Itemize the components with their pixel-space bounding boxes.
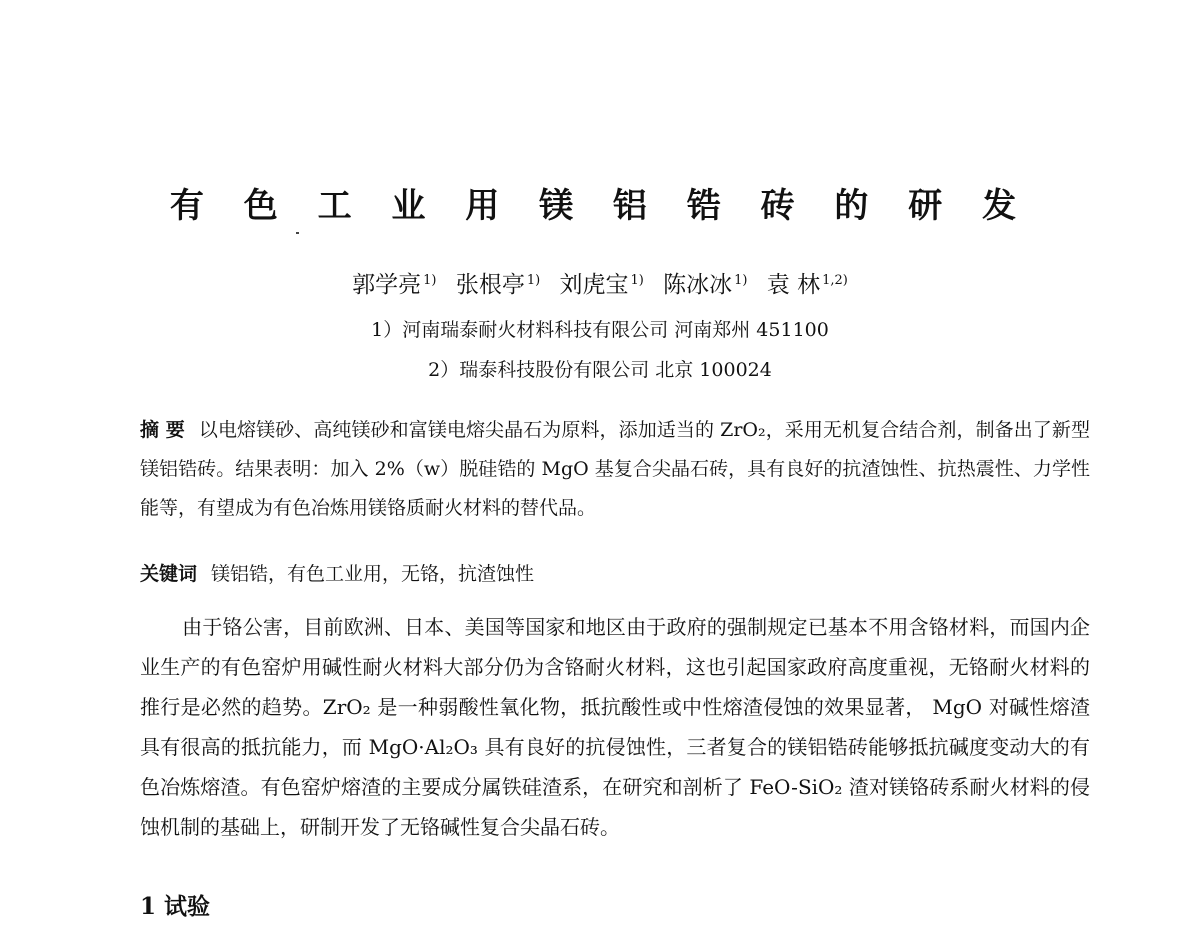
author-name: 袁 林 xyxy=(766,272,821,298)
affiliation-1: 1）河南瑞泰耐火材料科技有限公司 河南郑州 451100 xyxy=(371,319,829,341)
abstract-label: 摘 要 xyxy=(140,419,185,441)
keywords xyxy=(140,555,1090,594)
abstract-text: 以电熔镁砂、高纯镁砂和富镁电熔尖晶石为原料，添加适当的 ZrO₂，采用无机复合结合剂，制备出了新型镁铝锆砖。结果表明：加入 2%（w）脱硅锆的 MgO 基复合尖晶石砖，具有良好的抗渣蚀性、抗热震性、力学性能等，有望成为有色冶炼用镁铬质耐火材料的替代品。 xyxy=(140,419,1090,519)
section-heading: 1 试验 xyxy=(140,893,211,920)
abstract xyxy=(140,411,1090,528)
affiliation-2: 2）瑞泰科技股份有限公司 北京 100024 xyxy=(428,359,772,381)
author xyxy=(352,272,436,298)
author-name: 陈冰冰 xyxy=(663,272,733,298)
author-affiliation-mark: 1,2) xyxy=(822,273,848,288)
author-affiliation-mark: 1) xyxy=(734,273,748,288)
body-paragraph xyxy=(140,607,1090,847)
author-name: 刘虎宝 xyxy=(559,272,629,298)
keywords-text: 镁铝锆，有色工业用，无铬，抗渣蚀性 xyxy=(211,563,535,585)
paper-title: 有 色 工 业 用 镁 铝 锆 砖 的 研 发 xyxy=(169,186,1031,226)
body-paragraph-text: 由于铬公害，目前欧洲、日本、美国等国家和地区由于政府的强制规定已基本不用含铬材料，而国内企业生产的有色窑炉用碱性耐火材料大部分仍为含铬耐火材料，这也引起国家政府高度重视，无铬耐火材料的推行是必然的趋势。ZrO₂ 是一种弱酸性氧化物，抵抗酸性或中性熔渣侵蚀的效果显著， MgO 对碱性熔渣具有很高的抵抗能力，而 MgO·Al₂O₃ 具有良好的抗侵蚀性，三者复合的镁铝锆砖能够抵抗碱度变动大的有色冶炼熔渣。有色窑炉熔渣的主要成分属铁硅渣系，在研究和剖析了 FeO-SiO₂ 渣对镁铬砖系耐火材料的侵蚀机制的基础上，研制开发了无铬碱性复合尖晶石砖。 xyxy=(140,615,1090,839)
author-affiliation-mark: 1) xyxy=(630,273,644,288)
author xyxy=(767,272,848,298)
author-affiliation-mark: 1) xyxy=(526,273,541,288)
author xyxy=(663,272,747,298)
scan-speck xyxy=(296,232,299,234)
author-name: 郭学亮 xyxy=(352,272,422,298)
keywords-label: 关键词 xyxy=(140,563,198,585)
author-affiliation-mark: 1) xyxy=(423,273,437,288)
author-list xyxy=(0,268,1200,302)
author xyxy=(456,272,540,298)
author xyxy=(559,272,643,298)
author-name: 张根亭 xyxy=(455,272,525,298)
